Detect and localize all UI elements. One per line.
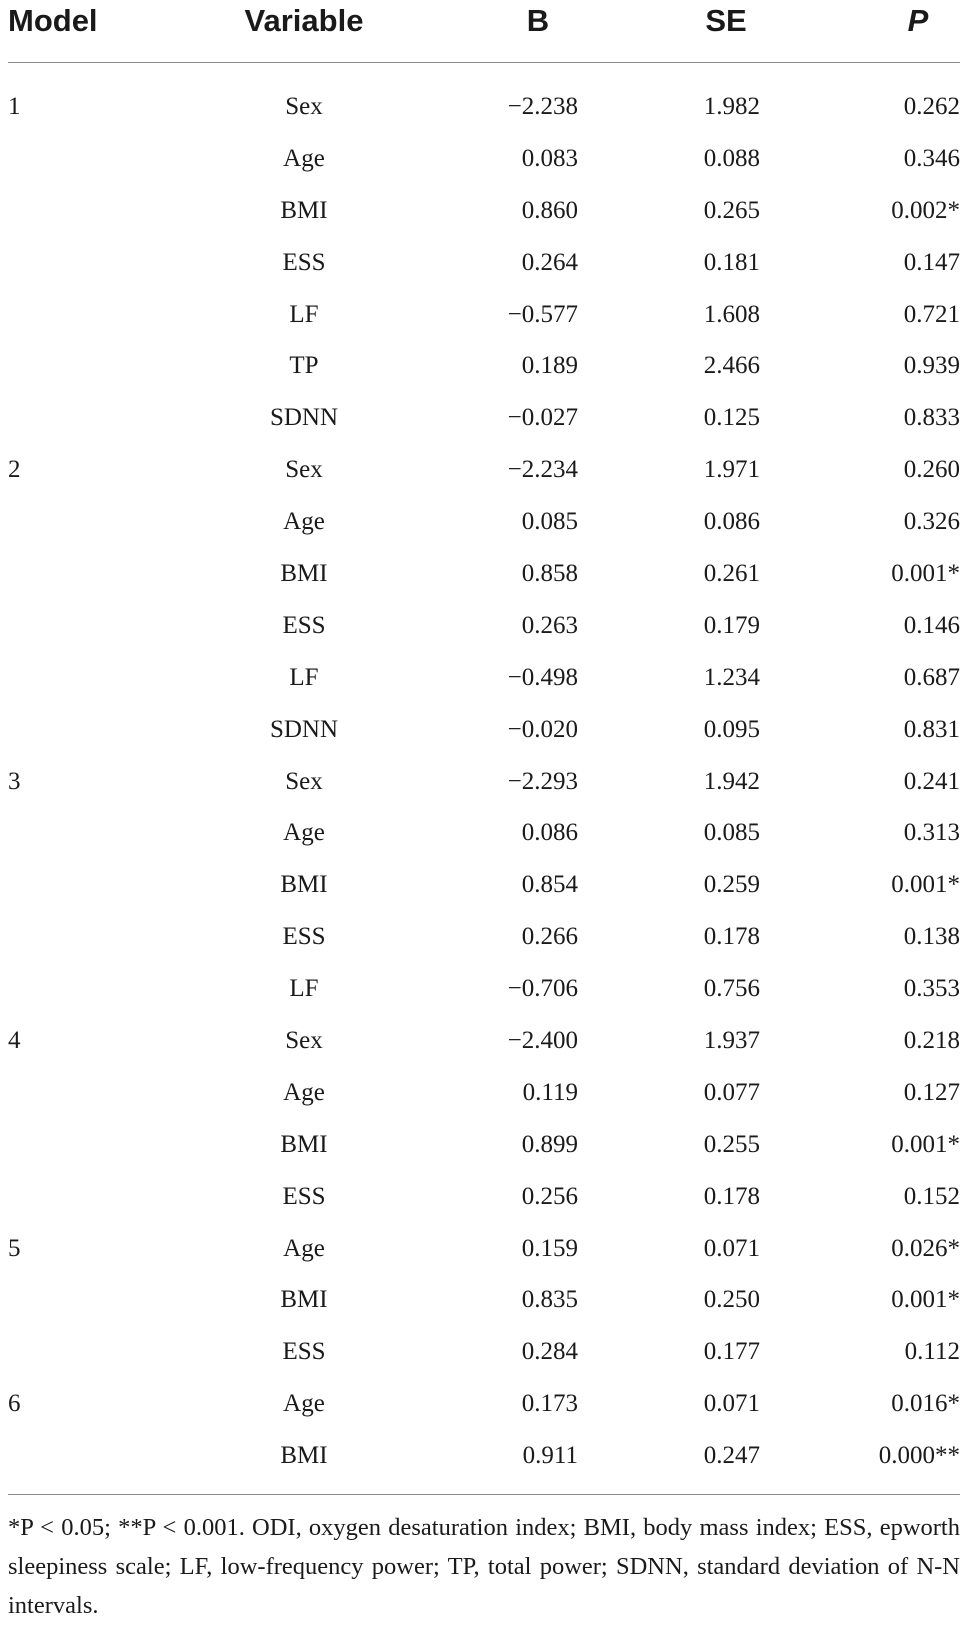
table-row	[8, 1120, 960, 1172]
cell-variable: Age	[283, 508, 325, 536]
cell-variable: Age	[283, 144, 325, 172]
cell-p: 0.016*	[891, 1390, 960, 1418]
cell-se: 0.247	[703, 1442, 760, 1470]
table-row	[8, 238, 960, 290]
table-row	[8, 964, 960, 1016]
cell-p: 0.218	[903, 1027, 960, 1055]
cell-p: 0.127	[903, 1078, 960, 1106]
table-row	[8, 1016, 960, 1068]
table-row	[8, 757, 960, 809]
cell-variable: Sex	[285, 767, 323, 795]
cell-se: 0.086	[703, 508, 760, 536]
cell-se: 0.177	[703, 1338, 760, 1366]
cell-b: 0.284	[521, 1338, 578, 1366]
footnote-text: *P < 0.05; **P < 0.001. ODI, oxygen desaturation index; BMI, body mass index; ESS, epworth sleepiness scale; LF, low-frequency power; TP, total power; SDNN, standard deviation of N-N intervals.	[8, 1514, 960, 1619]
cell-b: 0.189	[521, 352, 578, 380]
cell-b: 0.256	[521, 1182, 578, 1210]
header-model: Model	[8, 3, 98, 38]
cell-variable: BMI	[280, 196, 328, 224]
table-row	[8, 1275, 960, 1327]
cell-p: 0.138	[903, 923, 960, 951]
cell-model: 1	[8, 93, 21, 120]
table-row	[8, 393, 960, 445]
cell-p: 0.346	[903, 144, 960, 172]
cell-se: 0.095	[703, 715, 760, 743]
table-row	[8, 497, 960, 549]
table-row	[8, 82, 960, 134]
cell-p: 0.353	[903, 975, 960, 1003]
cell-b: 0.266	[521, 923, 578, 951]
cell-b: 0.899	[521, 1130, 578, 1158]
cell-se: 1.937	[703, 1027, 760, 1055]
cell-se: 1.234	[703, 663, 760, 691]
table-row	[8, 1172, 960, 1224]
table-row	[8, 445, 960, 497]
cell-variable: Sex	[285, 1027, 323, 1055]
cell-model: 5	[8, 1234, 21, 1262]
cell-p: 0.001*	[891, 1286, 960, 1314]
cell-p: 0.026*	[891, 1234, 960, 1262]
table-row	[8, 1327, 960, 1379]
cell-variable: Age	[283, 1078, 325, 1106]
cell-b: 0.854	[521, 871, 578, 899]
cell-b: −0.577	[507, 300, 578, 328]
cell-variable: BMI	[280, 1286, 328, 1314]
regression-table	[8, 0, 960, 1470]
cell-se: 0.756	[703, 975, 760, 1003]
cell-b: 0.858	[521, 560, 578, 588]
cell-se: 0.071	[703, 1390, 760, 1418]
cell-p: 0.112	[904, 1338, 960, 1366]
cell-p: 0.001*	[891, 871, 960, 899]
cell-model: 2	[8, 456, 21, 484]
cell-b: −0.706	[507, 975, 578, 1003]
cell-se: 1.942	[703, 767, 760, 795]
cell-b: 0.159	[521, 1234, 578, 1262]
table-row	[8, 1379, 960, 1431]
cell-b: −2.234	[507, 456, 578, 484]
cell-b: 0.083	[521, 144, 578, 172]
table-row	[8, 705, 960, 757]
cell-b: −0.027	[507, 404, 578, 432]
cell-p: 0.262	[903, 93, 960, 120]
cell-b: 0.173	[521, 1390, 578, 1418]
cell-b: −2.238	[507, 93, 578, 120]
cell-b: 0.263	[521, 611, 578, 639]
cell-variable: BMI	[280, 1442, 328, 1470]
footer-divider	[8, 1494, 960, 1495]
cell-se: 0.181	[703, 248, 760, 276]
cell-variable: LF	[289, 300, 319, 328]
table-row	[8, 1068, 960, 1120]
cell-p: 0.831	[903, 715, 960, 743]
header-p: P	[907, 3, 929, 38]
table-row	[8, 341, 960, 393]
cell-model: 6	[8, 1390, 21, 1418]
cell-variable: BMI	[280, 871, 328, 899]
cell-variable: ESS	[282, 923, 326, 951]
cell-variable: ESS	[282, 1338, 326, 1366]
table-body	[8, 82, 960, 1483]
cell-se: 1.982	[703, 93, 760, 120]
cell-p: 0.001*	[891, 560, 960, 588]
cell-p: 0.147	[903, 248, 960, 276]
cell-b: 0.119	[522, 1078, 578, 1106]
cell-se: 0.125	[703, 404, 760, 432]
cell-variable: SDNN	[269, 404, 339, 432]
table-row	[8, 290, 960, 342]
table-header	[8, 0, 960, 62]
cell-p: 0.000**	[878, 1442, 960, 1470]
cell-p: 0.146	[903, 611, 960, 639]
table-row	[8, 601, 960, 653]
table-row	[8, 808, 960, 860]
header-se: SE	[705, 3, 747, 38]
cell-se: 2.466	[703, 352, 760, 380]
cell-variable: Sex	[285, 456, 323, 484]
header-variable: Variable	[244, 3, 364, 38]
table-row	[8, 134, 960, 186]
cell-variable: BMI	[280, 1130, 328, 1158]
cell-b: −0.020	[507, 715, 578, 743]
table-row	[8, 1224, 960, 1276]
cell-se: 0.255	[703, 1130, 760, 1158]
cell-p: 0.002*	[891, 196, 960, 224]
cell-variable: Age	[283, 1234, 325, 1262]
cell-p: 0.313	[903, 819, 960, 847]
cell-b: −2.400	[507, 1027, 578, 1055]
table-row	[8, 1431, 960, 1483]
cell-p: 0.687	[903, 663, 960, 691]
cell-se: 0.085	[703, 819, 760, 847]
cell-p: 0.241	[903, 767, 960, 795]
cell-variable: BMI	[280, 560, 328, 588]
cell-b: 0.086	[521, 819, 578, 847]
header-divider	[8, 62, 960, 63]
cell-b: −0.498	[507, 663, 578, 691]
cell-p: 0.001*	[891, 1130, 960, 1158]
cell-p: 0.326	[903, 508, 960, 536]
cell-se: 0.088	[703, 144, 760, 172]
cell-b: 0.085	[521, 508, 578, 536]
cell-variable: ESS	[282, 611, 326, 639]
cell-se: 0.178	[703, 923, 760, 951]
cell-model: 4	[8, 1027, 21, 1055]
cell-se: 0.077	[703, 1078, 760, 1106]
cell-se: 0.250	[703, 1286, 760, 1314]
cell-p: 0.152	[903, 1182, 960, 1210]
cell-se: 1.971	[703, 456, 760, 484]
cell-variable: LF	[289, 663, 319, 691]
cell-se: 0.259	[703, 871, 760, 899]
cell-variable: Sex	[285, 93, 323, 120]
cell-b: 0.835	[521, 1286, 578, 1314]
table-footnote	[8, 1508, 960, 1625]
cell-se: 0.179	[703, 611, 760, 639]
cell-se: 0.071	[703, 1234, 760, 1262]
cell-b: 0.264	[521, 248, 578, 276]
cell-p: 0.721	[903, 300, 960, 328]
cell-se: 0.261	[703, 560, 760, 588]
cell-se: 0.178	[703, 1182, 760, 1210]
cell-variable: SDNN	[269, 715, 339, 743]
cell-b: 0.860	[521, 196, 578, 224]
table-row	[8, 653, 960, 705]
table-row	[8, 860, 960, 912]
cell-variable: ESS	[282, 1182, 326, 1210]
cell-variable: ESS	[282, 248, 326, 276]
cell-se: 0.265	[703, 196, 760, 224]
cell-p: 0.939	[903, 352, 960, 380]
cell-se: 1.608	[703, 300, 760, 328]
cell-variable: LF	[289, 975, 319, 1003]
table-row	[8, 186, 960, 238]
cell-p: 0.260	[903, 456, 960, 484]
cell-model: 3	[8, 767, 21, 795]
cell-variable: Age	[283, 819, 325, 847]
table-row	[8, 549, 960, 601]
table-row	[8, 912, 960, 964]
cell-variable: TP	[289, 352, 319, 380]
cell-variable: Age	[283, 1390, 325, 1418]
header-b: B	[526, 3, 550, 38]
cell-b: 0.911	[522, 1442, 578, 1470]
cell-p: 0.833	[903, 404, 960, 432]
cell-b: −2.293	[507, 767, 578, 795]
